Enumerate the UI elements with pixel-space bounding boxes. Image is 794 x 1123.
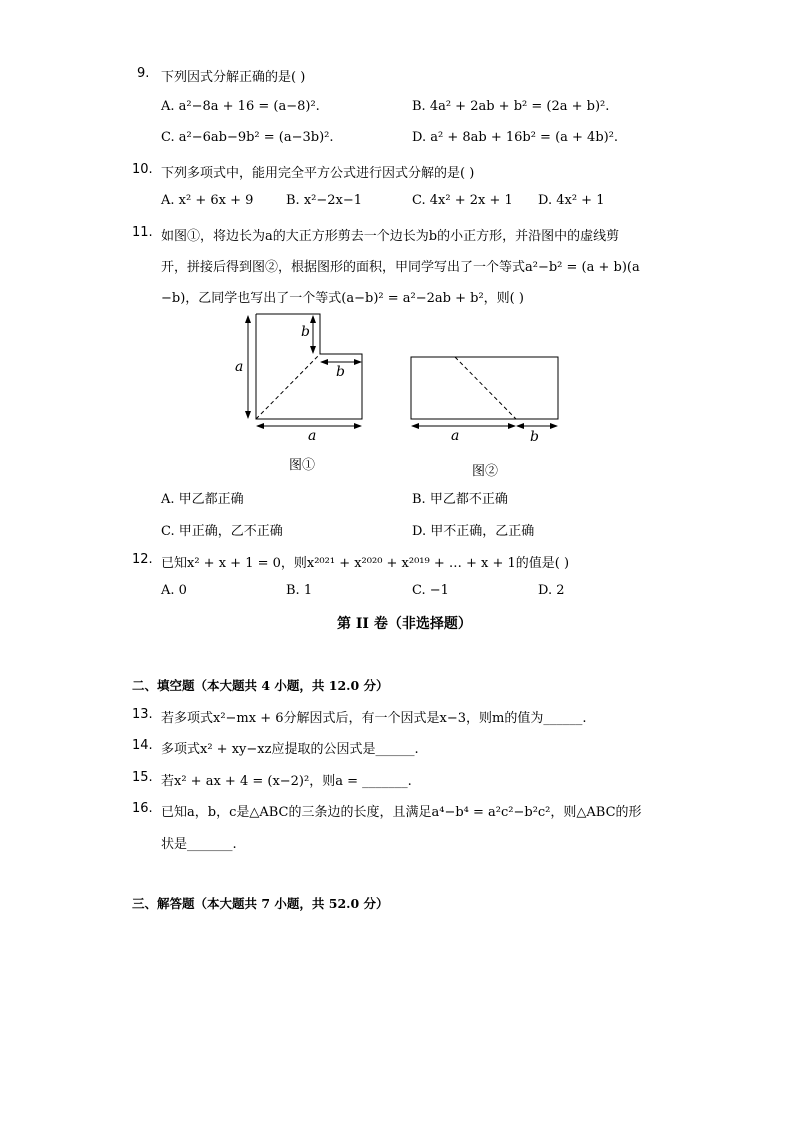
q16-number: 16. bbox=[132, 801, 153, 816]
q11-line2: 开，拼接后得到图②，根据图形的面积，甲同学写出了一个等式a²−b² = (a + b)(a bbox=[161, 260, 640, 275]
fig1-caption: 图① bbox=[289, 458, 316, 473]
q11-number: 11. bbox=[132, 225, 153, 240]
q12-stem: 已知x² + x + 1 = 0，则x²⁰²¹ + x²⁰²⁰ + x²⁰¹⁹ + … + x + 1的值是( ) bbox=[161, 556, 570, 571]
section2-heading: 二、填空题（本大题共 4 小题，共 12.0 分） bbox=[132, 678, 389, 693]
q14-number: 14. bbox=[132, 738, 153, 753]
fig1-dashed-line bbox=[256, 354, 320, 419]
fig1-label-a-vertical: a bbox=[235, 359, 244, 375]
q10-option-a: A. x² + 6x + 9 bbox=[161, 193, 254, 208]
q9-option-a: A. a²−8a + 16 = (a−8)². bbox=[161, 99, 320, 114]
q10-option-b: B. x²−2x−1 bbox=[286, 193, 363, 208]
fig2-label-a: a bbox=[451, 428, 460, 444]
q9-option-c: C. a²−6ab−9b² = (a−3b)². bbox=[161, 130, 334, 145]
fig2-rectangle bbox=[411, 357, 558, 419]
q12-option-c: C. −1 bbox=[412, 583, 449, 598]
fig1-label-b-vertical: b bbox=[301, 324, 310, 340]
q11-line1: 如图①，将边长为a的大正方形剪去一个边长为b的小正方形，并沿图中的虚线剪 bbox=[161, 229, 620, 244]
q15-text: 若x² + ax + 4 = (x−2)²，则a = _______. bbox=[161, 774, 412, 789]
q16-line2: 状是_______. bbox=[161, 837, 237, 852]
fig2-label-b: b bbox=[530, 429, 539, 445]
q11-option-b: B. 甲乙都不正确 bbox=[412, 492, 508, 507]
q13-number: 13. bbox=[132, 707, 153, 722]
q10-stem: 下列多项式中，能用完全平方公式进行因式分解的是( ) bbox=[161, 166, 475, 181]
q10-number: 10. bbox=[132, 162, 153, 177]
q11-option-d: D. 甲不正确，乙正确 bbox=[412, 524, 535, 539]
fig1-label-a-horizontal: a bbox=[308, 428, 317, 444]
q9-stem: 下列因式分解正确的是( ) bbox=[161, 70, 306, 85]
q13-text: 若多项式x²−mx + 6分解因式后，有一个因式是x−3，则m的值为______. bbox=[161, 711, 587, 726]
q12-number: 12. bbox=[132, 552, 153, 567]
q12-option-a: A. 0 bbox=[161, 583, 187, 598]
q16-line1: 已知a，b，c是△ABC的三条边的长度，且满足a⁴−b⁴ = a²c²−b²c²，则△ABC的形 bbox=[161, 805, 642, 820]
q15-number: 15. bbox=[132, 770, 153, 785]
q12-option-d: D. 2 bbox=[538, 583, 565, 598]
q9-option-b: B. 4a² + 2ab + b² = (2a + b)². bbox=[412, 99, 610, 114]
part2-title: 第 II 卷（非选择题） bbox=[337, 616, 472, 632]
q14-text: 多项式x² + xy−xz应提取的公因式是______. bbox=[161, 742, 419, 757]
q11-figures bbox=[225, 305, 585, 485]
q11-line3: −b)，乙同学也写出了一个等式(a−b)² = a²−2ab + b²，则( ) bbox=[161, 291, 524, 306]
q10-option-d: D. 4x² + 1 bbox=[538, 193, 605, 208]
q11-option-a: A. 甲乙都正确 bbox=[161, 492, 244, 507]
fig1-label-b-horizontal: b bbox=[336, 364, 345, 380]
q9-option-d: D. a² + 8ab + 16b² = (a + 4b)². bbox=[412, 130, 619, 145]
q9-number: 9. bbox=[137, 66, 150, 81]
fig2-caption: 图② bbox=[472, 464, 499, 479]
section3-heading: 三、解答题（本大题共 7 小题，共 52.0 分） bbox=[132, 896, 389, 911]
q10-option-c: C. 4x² + 2x + 1 bbox=[412, 193, 513, 208]
q12-option-b: B. 1 bbox=[286, 583, 313, 598]
fig2-dashed-line bbox=[455, 357, 516, 419]
q11-option-c: C. 甲正确，乙不正确 bbox=[161, 524, 283, 539]
